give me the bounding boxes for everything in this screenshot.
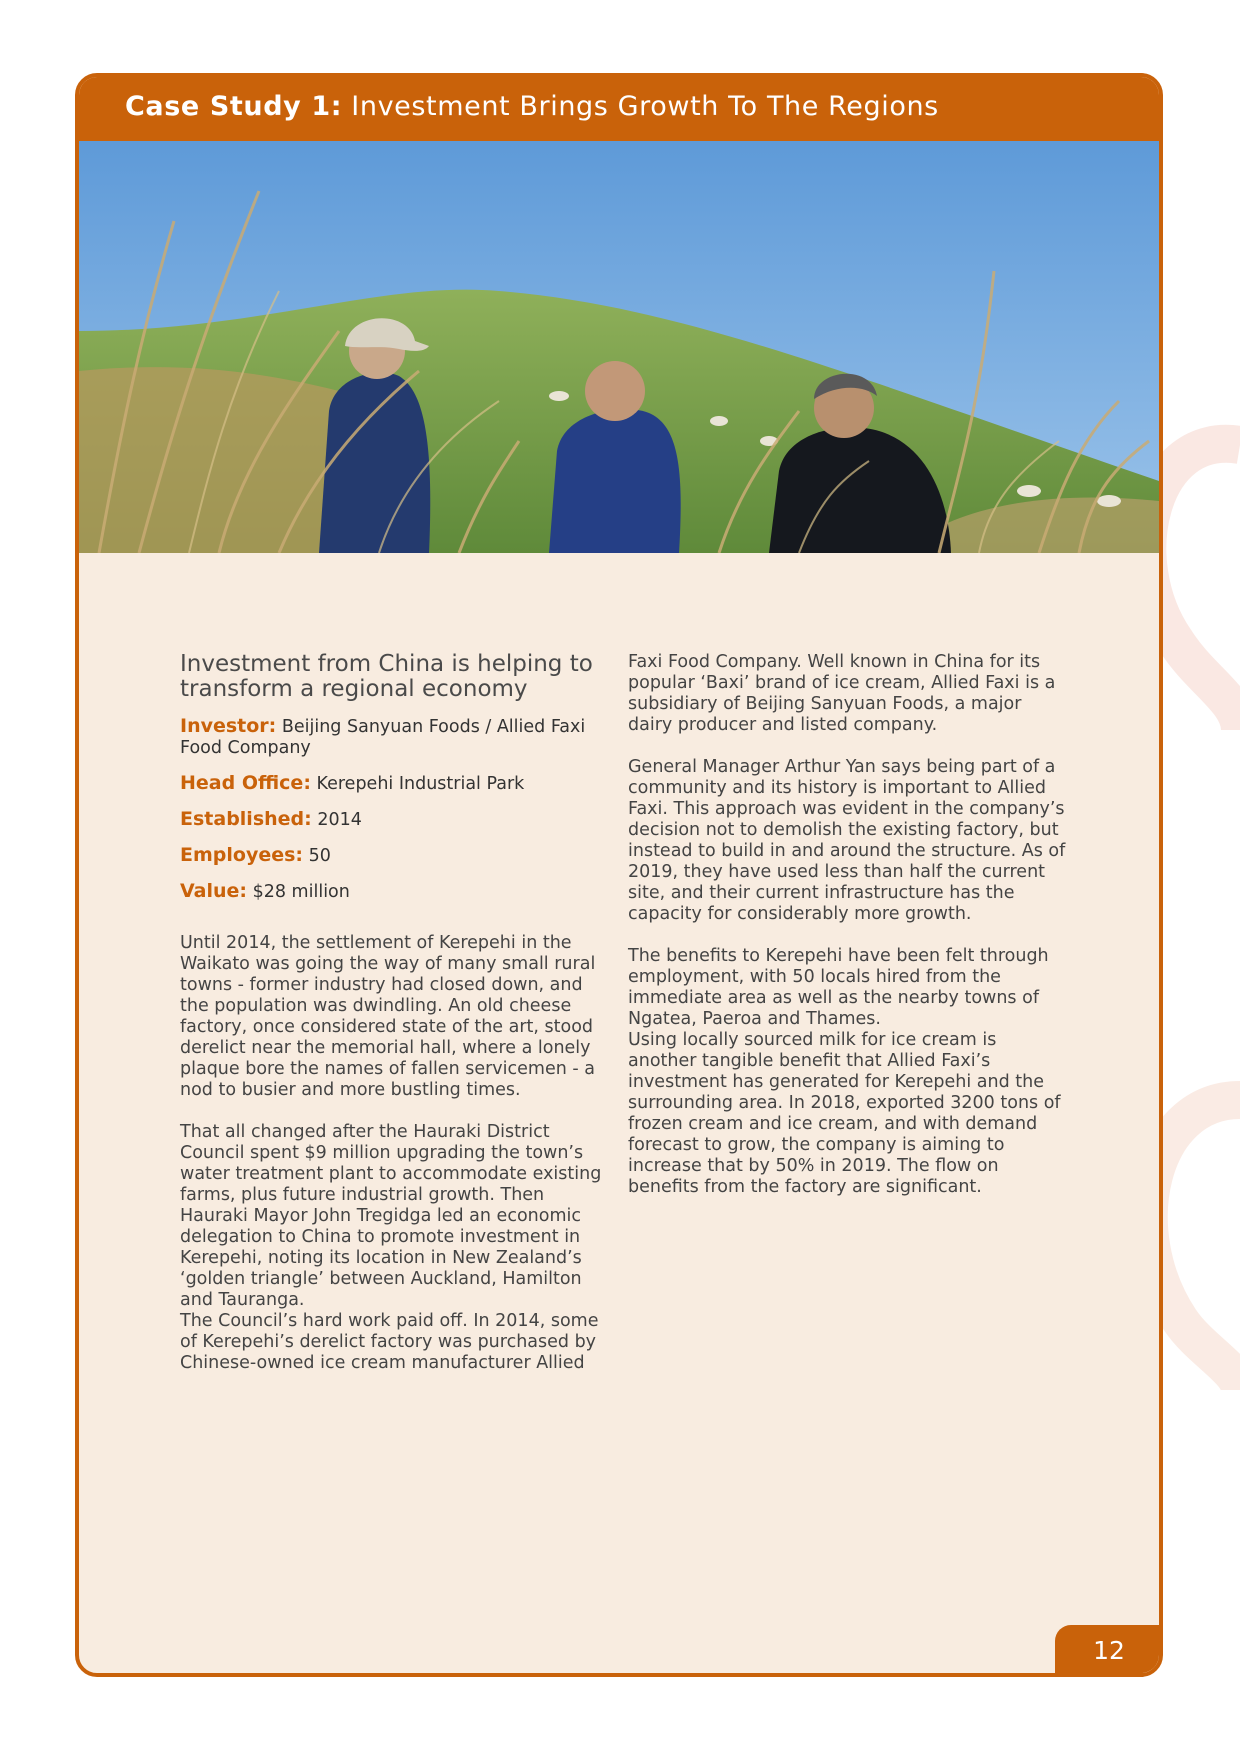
- body-paragraph: General Manager Arthur Yan says being part of a community and its history is important to Allied Faxi. This approach was evident in the company’s decision not to demolish the existing factory, but instead to build in and around the structure. As of 2019, they have used less than half the current site, and their current infrastructure has the capacity for considerably more growth.: [628, 757, 1066, 924]
- fact-established: [180, 809, 612, 831]
- left-body-text: [180, 933, 612, 1374]
- fact-investor: [180, 716, 612, 759]
- case-study-panel: [75, 73, 1163, 1677]
- fact-head-office: [180, 773, 612, 795]
- fact-value: Kerepehi Industrial Park: [316, 774, 525, 794]
- fact-label: Investor:: [180, 715, 277, 737]
- fact-label: Value:: [180, 880, 248, 902]
- photo-men-on-hill-icon: [79, 141, 1159, 553]
- body-paragraph: The benefits to Kerepehi have been felt through employment, with 50 locals hired from the immediate area as well as the nearby towns of Ngatea, Paeroa and Thames.: [628, 946, 1049, 1029]
- body-paragraph: Using locally sourced milk for ice cream is another tangible benefit that Allied Faxi’s investment has generated for Kerepehi and the surrounding area. In 2018, exported 3200 tons of frozen cream and ice cream, and with demand forecast to grow, the company is aiming to increase that by 50% in 2019. The flow on benefits from the factory are significant.: [628, 1030, 1061, 1197]
- body-paragraph: The Council’s hard work paid off. In 2014, some of Kerepehi’s derelict factory was purchased by Chinese-owned ice cream manufacturer Allied: [180, 1311, 599, 1373]
- fact-value: Beijing Sanyuan Foods / Allied Faxi Food Company: [180, 717, 586, 758]
- fact-value: 50: [308, 846, 331, 866]
- fact-value: [180, 881, 612, 903]
- fact-label: Employees:: [180, 844, 304, 866]
- left-column: [180, 652, 612, 1374]
- fact-value-text: $28 million: [252, 882, 350, 902]
- fact-label: Established:: [180, 808, 312, 830]
- right-body-text: [628, 652, 1068, 1198]
- page-number: 12: [1093, 1636, 1125, 1665]
- body-paragraph: Until 2014, the settlement of Kerepehi in the Waikato was going the way of many small rural towns - former industry had closed down, and the population was dwindling. An old cheese factory, once considered state of the art, stood derelict near the memorial hall, where a lonely plaque bore the names of fallen servicemen - a nod to busier and more bustling times.: [180, 933, 596, 1100]
- fact-value: 2014: [317, 810, 362, 830]
- page-number-tab: [1055, 1625, 1163, 1677]
- page-title: [125, 91, 939, 122]
- body-paragraph: That all changed after the Hauraki District Council spent $9 million upgrading the town’s water treatment plant to accommodate existing farms, plus future industrial growth. Then Hauraki Mayor John Tregidga led an economic delegation to China to promote investment in Kerepehi, noting its location in New Zealand’s ‘golden triangle’ between Auckland, Hamilton and Tauranga.: [180, 1122, 602, 1310]
- case-study-label: Case Study 1:: [125, 91, 343, 122]
- right-column: [628, 652, 1068, 1198]
- fact-label: Head Office:: [180, 772, 311, 794]
- fact-employees: [180, 845, 612, 867]
- body-paragraph: Faxi Food Company. Well known in China for its popular ‘Baxi’ brand of ice cream, Allied Faxi is a subsidiary of Beijing Sanyuan Foods, a major dairy producer and listed company.: [628, 652, 1056, 735]
- intro-heading: Investment from China is helping to transform a regional economy: [180, 651, 593, 702]
- case-study-title: Investment Brings Growth To The Regions: [351, 91, 939, 122]
- header-bar: [79, 77, 1159, 141]
